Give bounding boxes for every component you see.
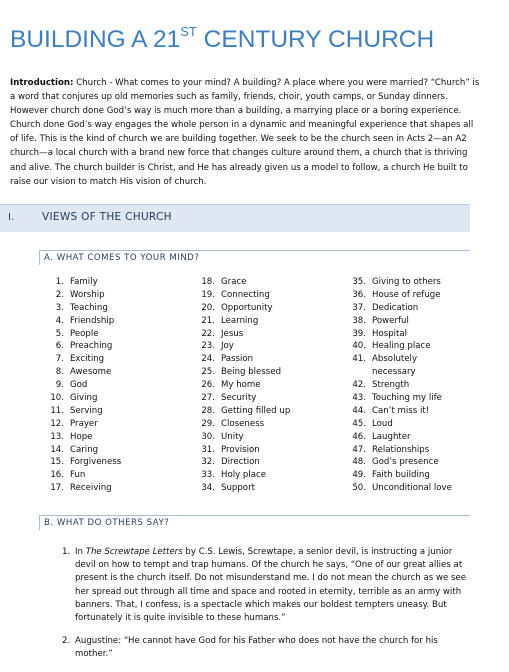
item-text: Worship xyxy=(70,289,105,300)
item-number: 5. xyxy=(55,328,64,339)
item-number: 3. xyxy=(55,302,64,313)
item-text: Learning xyxy=(221,315,259,326)
item-number: 35. xyxy=(352,277,366,287)
item-number: 37. xyxy=(352,302,366,313)
item-number: 41. xyxy=(352,354,366,365)
item-text: Fun xyxy=(70,470,86,481)
item-number: 2. xyxy=(62,636,71,647)
item-number: 38. xyxy=(352,315,366,326)
item-number: 20. xyxy=(201,302,215,313)
item-number: 48. xyxy=(352,457,366,468)
item-text: Can’t miss it! xyxy=(372,405,430,416)
item-text: Grace xyxy=(221,277,247,287)
list-item xyxy=(44,315,121,328)
item-text: Faith building xyxy=(372,470,430,481)
item-number: 31. xyxy=(201,444,215,455)
item-number: 32. xyxy=(201,457,215,468)
item-number: 17. xyxy=(50,483,64,494)
list-item xyxy=(348,328,452,341)
title-main: BUILDING A 21 xyxy=(10,26,181,54)
list-item xyxy=(44,302,121,315)
item-number: 30. xyxy=(201,431,215,442)
item-text: My home xyxy=(221,380,261,391)
item-text: Provision xyxy=(221,444,260,455)
item-number: 39. xyxy=(352,328,366,339)
list-item xyxy=(348,302,452,315)
item-text: Hospital xyxy=(372,328,408,339)
item-number: 36. xyxy=(352,289,366,300)
item-text: Exciting xyxy=(70,354,105,365)
list-item xyxy=(44,482,121,495)
item-text: Caring xyxy=(70,444,99,455)
section-title: VIEWS OF THE CHURCH xyxy=(42,211,172,223)
list-item xyxy=(348,431,452,444)
page-title xyxy=(10,26,434,54)
item-text: House of refuge xyxy=(372,289,441,300)
item-text: Security xyxy=(221,393,257,404)
item-number: 45. xyxy=(352,418,366,429)
item-text: Getting filled up xyxy=(221,405,291,416)
item-number: 27. xyxy=(201,393,215,404)
item-number: 8. xyxy=(55,367,64,378)
subsection-heading-b xyxy=(39,515,470,530)
item-number: 4. xyxy=(55,315,64,326)
list-item xyxy=(348,469,452,482)
list-item xyxy=(348,482,452,495)
list-item xyxy=(348,456,452,469)
list-item xyxy=(348,315,452,328)
item-text: Prayer xyxy=(70,418,98,429)
item-text: Awesome xyxy=(70,367,112,378)
item-number: 23. xyxy=(201,341,215,352)
list-item xyxy=(197,444,290,457)
item-number: 43. xyxy=(352,393,366,404)
quote-prefix: In xyxy=(75,547,86,557)
item-text: Absolutely necessary xyxy=(372,354,418,378)
item-number: 28. xyxy=(201,405,215,416)
item-number: 18. xyxy=(201,277,215,287)
list-item xyxy=(348,444,452,457)
item-text: Unconditional love xyxy=(372,483,452,494)
list-item xyxy=(44,366,121,379)
item-text: Preaching xyxy=(70,341,113,352)
list-item xyxy=(197,456,290,469)
list-item xyxy=(62,546,467,625)
list-item xyxy=(348,289,452,302)
item-number: 42. xyxy=(352,380,366,391)
item-number: 16. xyxy=(50,470,64,481)
item-text: Healing place xyxy=(372,341,431,352)
item-text: People xyxy=(70,328,99,339)
item-text: Opportunity xyxy=(221,302,273,313)
list-item xyxy=(197,431,290,444)
list-item xyxy=(44,469,121,482)
list-item xyxy=(197,379,290,392)
intro-text: Church - What comes to your mind? A building? A place where you were married? “Church” is a word that conjures up old memories such as family, friends, choir, youth camps, or Sunday dinners. However church done God’s way is much more than a building, a marrying place or a boring experience. Church done God’s way engages the whole person in a dynamic and meaningful experience that shapes all of life. This is the kind of church we are building together. We seek to be the church seen in Acts 2—an A2 church—a local church with a brand new force that changes culture around them, a church that is thriving and alive. The church builder is Christ, and He has already given us a model to follow, a church He built to raise our vision to match His vision of church. xyxy=(10,78,480,187)
item-text: Forgiveness xyxy=(70,457,122,468)
list-item xyxy=(44,405,121,418)
item-number: 24. xyxy=(201,354,215,365)
item-text: Unity xyxy=(221,431,244,442)
item-number: 6. xyxy=(55,341,64,352)
subsection-title-a: A. WHAT COMES TO YOUR MIND? xyxy=(44,253,200,263)
subsection-title-b: B. WHAT DO OTHERS SAY? xyxy=(44,518,170,528)
list-item xyxy=(197,340,290,353)
list-item xyxy=(197,353,290,366)
list-item xyxy=(348,418,452,431)
item-text: Being blessed xyxy=(221,367,282,378)
item-text: Friendship xyxy=(70,315,115,326)
intro-label: Introduction: xyxy=(10,78,74,88)
item-number: 22. xyxy=(201,328,215,339)
item-number: 50. xyxy=(352,483,366,494)
list-item xyxy=(44,418,121,431)
list-item xyxy=(44,456,121,469)
item-text: Dedication xyxy=(372,302,419,313)
list-item xyxy=(44,379,121,392)
item-number: 40. xyxy=(352,341,366,352)
quotes-list xyxy=(62,546,467,672)
introduction-paragraph xyxy=(10,76,480,189)
section-number: I. xyxy=(8,212,15,223)
item-text: Holy place xyxy=(221,470,267,481)
item-text: Jesus xyxy=(221,328,244,339)
list-item xyxy=(197,405,290,418)
list-item xyxy=(197,315,290,328)
item-number: 33. xyxy=(201,470,215,481)
list-item xyxy=(197,302,290,315)
item-number: 2. xyxy=(55,289,64,300)
list-item xyxy=(348,340,452,353)
item-text: Giving to others xyxy=(372,277,441,287)
item-number: 11. xyxy=(50,405,64,416)
item-text: Strength xyxy=(372,380,410,391)
item-text: Receiving xyxy=(70,483,112,494)
list-item xyxy=(197,276,290,289)
item-number: 10. xyxy=(50,393,64,404)
item-text: Laughter xyxy=(372,431,411,442)
list-item xyxy=(197,328,290,341)
item-text: Relationships xyxy=(372,444,430,455)
item-number: 25. xyxy=(201,367,215,378)
list-item xyxy=(348,392,452,405)
item-text: Joy xyxy=(221,341,234,352)
item-number: 26. xyxy=(201,380,215,391)
item-number: 29. xyxy=(201,418,215,429)
item-number: 47. xyxy=(352,444,366,455)
list-item xyxy=(197,366,290,379)
item-text: Giving xyxy=(70,393,98,404)
title-rest: CENTURY CHURCH xyxy=(196,26,435,54)
item-text: Passion xyxy=(221,354,254,365)
list-item xyxy=(348,379,452,392)
list-item xyxy=(197,418,290,431)
item-text: God’s presence xyxy=(372,457,439,468)
item-text: Hope xyxy=(70,431,93,442)
list-item xyxy=(44,444,121,457)
item-text: Direction xyxy=(221,457,260,468)
list-item xyxy=(44,289,121,302)
item-text: Teaching xyxy=(70,302,108,313)
quote-text: by C.S. Lewis, Screwtape, a senior devil, is instructing a junior devil on how to tempt and trap humans. Of the church he says, “One of our great allies at present is the church itself. Do not misunderstand me. I do not mean the church as we see her spread out through all time and space and rooted in eternity, terrible as an army with banners. That, I confess, is a spectacle which makes our boldest tempters uneasy. But fortunately it is quite invisible to these humans.” xyxy=(75,547,467,624)
list-item xyxy=(197,392,290,405)
item-text: Loud xyxy=(372,418,393,429)
list-item xyxy=(44,276,121,289)
item-number: 19. xyxy=(201,289,215,300)
list-item xyxy=(197,289,290,302)
item-text: Family xyxy=(70,277,98,287)
list-item xyxy=(348,276,452,289)
list-item xyxy=(197,469,290,482)
item-text: Powerful xyxy=(372,315,409,326)
subsection-heading-a xyxy=(39,250,470,265)
item-text: Touching my life xyxy=(372,393,442,404)
section-heading-views xyxy=(0,204,470,232)
list-item xyxy=(44,353,121,366)
list-item xyxy=(62,635,467,661)
list-item xyxy=(348,405,452,418)
item-number: 14. xyxy=(50,444,64,455)
list-item xyxy=(44,328,121,341)
item-number: 21. xyxy=(201,315,215,326)
item-number: 7. xyxy=(55,354,64,365)
item-number: 1. xyxy=(55,277,64,287)
item-text: God xyxy=(70,380,88,391)
list-item xyxy=(348,353,452,379)
item-number: 13. xyxy=(50,431,64,442)
list-item xyxy=(44,392,121,405)
item-number: 44. xyxy=(352,405,366,416)
quote-text: Augustine: “He cannot have God for his Father who does not have the church for his mother.” xyxy=(75,636,438,660)
item-text: Support xyxy=(221,483,255,494)
item-text: Closeness xyxy=(221,418,265,429)
list-column-2 xyxy=(197,276,290,495)
item-number: 9. xyxy=(55,380,64,391)
list-column-1 xyxy=(44,276,121,495)
list-item xyxy=(44,431,121,444)
item-number: 12. xyxy=(50,418,64,429)
list-item xyxy=(197,482,290,495)
list-column-3 xyxy=(348,276,452,495)
item-number: 34. xyxy=(201,483,215,494)
title-superscript: ST xyxy=(180,24,197,39)
item-number: 49. xyxy=(352,470,366,481)
item-number: 15. xyxy=(50,457,64,468)
book-title: The Screwtape Letters xyxy=(85,547,183,557)
item-number: 1. xyxy=(62,547,71,557)
item-text: Serving xyxy=(70,405,103,416)
list-item xyxy=(44,340,121,353)
item-number: 46. xyxy=(352,431,366,442)
item-text: Connecting xyxy=(221,289,270,300)
